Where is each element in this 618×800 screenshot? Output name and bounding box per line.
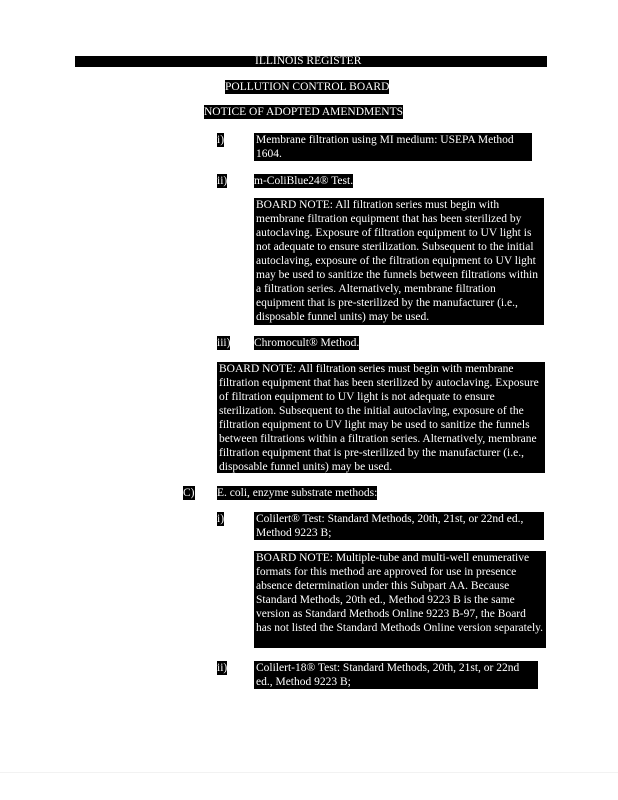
register-title: ILLINOIS REGISTER [255, 55, 362, 67]
item-c-i-marker: i) [217, 513, 225, 525]
item-i-text: Membrane filtration using MI medium: USEPA Method 1604. [254, 133, 532, 161]
board-title: POLLUTION CONTROL BOARD [225, 81, 390, 93]
item-c-text: E. coli, enzyme substrate methods: [217, 487, 378, 499]
notice-title: NOTICE OF ADOPTED AMENDMENTS [204, 106, 404, 118]
page-bottom-edge [0, 772, 618, 773]
item-c-ii-text: Colilert-18® Test: Standard Methods, 20th, 21st, or 22nd ed., Method 9223 B; [254, 661, 538, 689]
item-c-ii-marker: ii) [217, 662, 228, 674]
board-note-2: BOARD NOTE: All filtration series must begin with membrane filtration equipment that has been sterilized by autoclaving. Exposure of filtration equipment to UV light is not adequate to ensure sterilization. Subsequent to the initial autoclaving, exposure of the filtration equipment to UV light may be used to sanitize the funnels between filtrations within a filtration series. Alternatively, membrane filtration equipment that is pre-sterilized by the manufacturer (i.e., disposable funnel units) may be used. [217, 362, 545, 473]
item-ii-marker: ii) [217, 175, 228, 187]
board-note-3: BOARD NOTE: Multiple-tube and multi-well enumerative formats for this method are approved for use in presence absence determination under this Subpart AA. Because Standard Methods, 20th ed., Method 9223 B is the same version as Standard Methods Online 9223 B-97, the Board has not listed the Standard Methods Online version separately. [254, 551, 546, 648]
item-i-marker: i) [217, 134, 225, 146]
item-c-marker: C) [183, 487, 195, 499]
board-note-1: BOARD NOTE: All filtration series must begin with membrane filtration equipment that has been sterilized by autoclaving. Exposure of filtration equipment to UV light is not adequate to ensure sterilization. Subsequent to the initial autoclaving, exposure of the filtration equipment to UV light may be used to sanitize the funnels between filtrations within a filtration series. Alternatively, membrane filtration equipment that is pre-sterilized by the manufacturer (i.e., disposable funnel units) may be used. [254, 198, 544, 325]
item-ii-text: m-ColiBlue24® Test. [254, 175, 354, 187]
item-iii-marker: iii) [217, 337, 231, 349]
item-c-i-text: Colilert® Test: Standard Methods, 20th, 21st, or 22nd ed., Method 9223 B; [254, 512, 544, 540]
item-iii-text: Chromocult® Method. [254, 337, 360, 349]
